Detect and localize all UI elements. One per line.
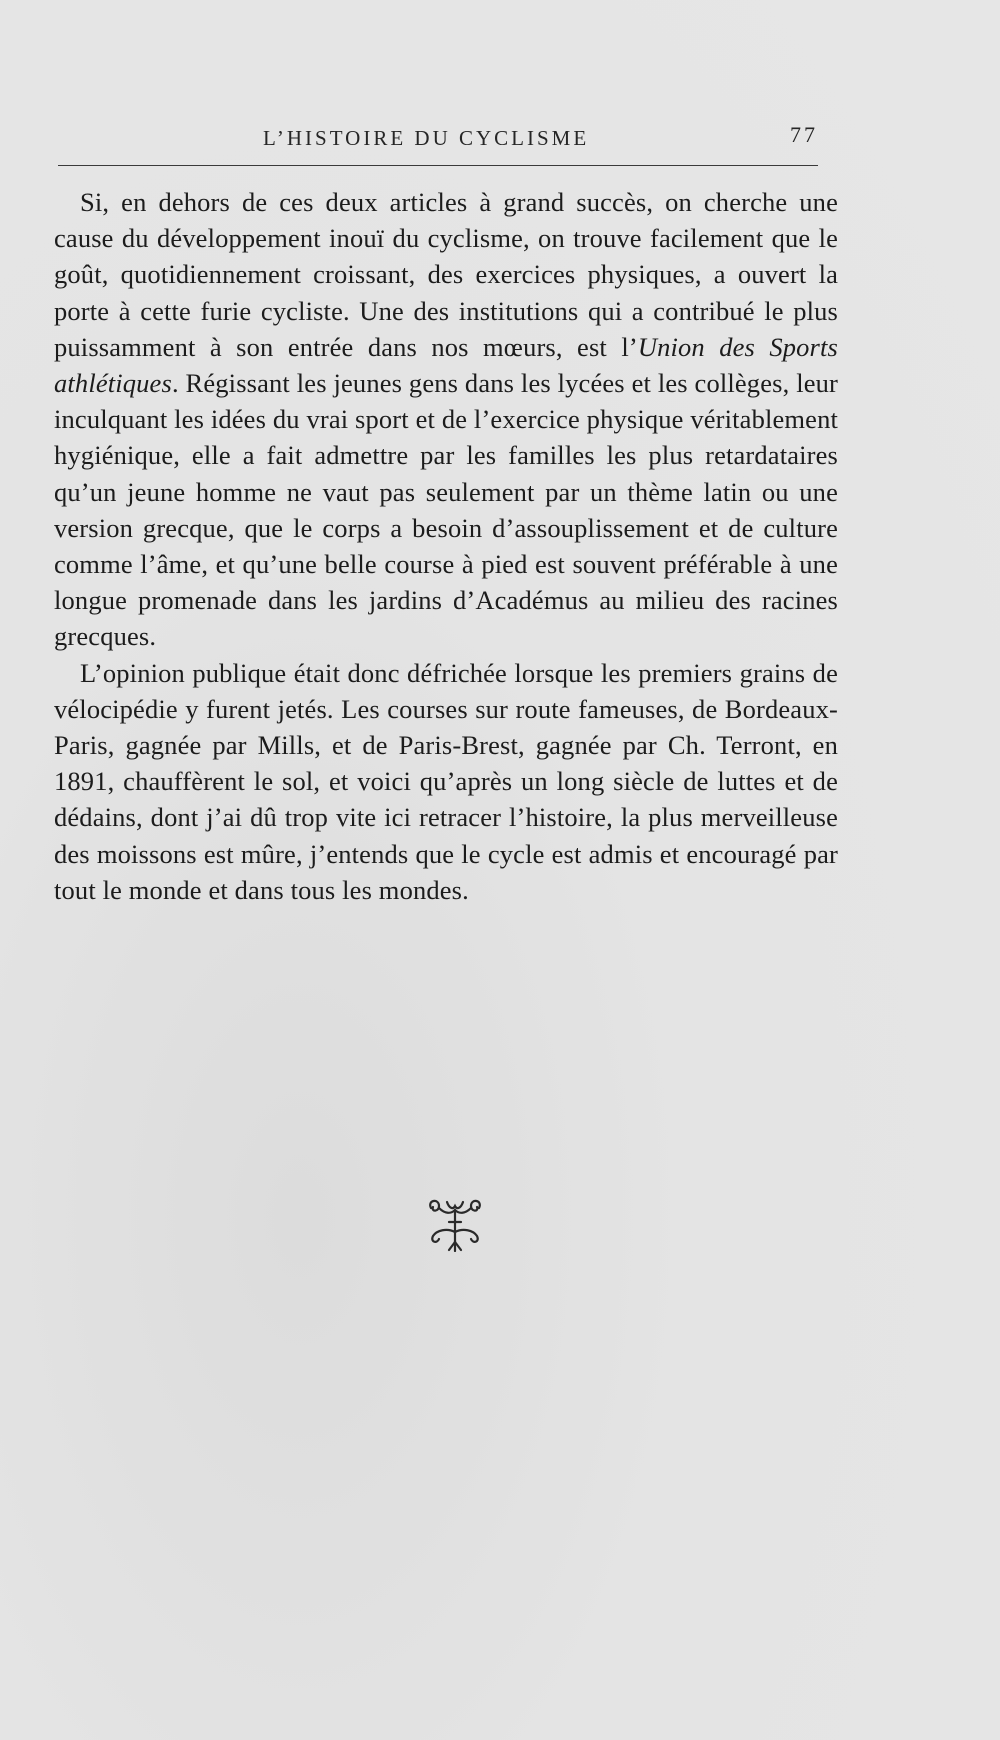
header-rule — [58, 165, 818, 166]
body-text — [54, 184, 838, 908]
fleuron-ornament-svg — [425, 1198, 485, 1252]
page-header — [58, 122, 818, 158]
fleuron-ornament-icon — [425, 1198, 485, 1252]
paragraph-1-text-a: Si, en dehors de ces deux articles à grand succès, on cherche une cause du développement inouï du cyclisme, on trouve facilement que le goût, quotidiennement croissant, des exercices physiques, a ouvert la porte à cette furie cycliste. Une des institutions qui a contribué le plus puissamment à son entrée dans nos mœurs, est l’ — [54, 187, 838, 362]
running-title: L’HISTOIRE DU CYCLISME — [263, 126, 590, 150]
paragraph-1 — [54, 184, 838, 655]
union-des-sports-italic: Union des Sports athlétiques — [54, 331, 838, 399]
paragraph-2: L’opinion publique était donc défrichée lorsque les premiers grains de vélocipédie y furent jetés. Les courses sur route fameuses, de Bordeaux-Paris, gagnée par Mills, et de Paris-Brest, gagnée par Ch. Terront, en 1891, chauffèrent le sol, et voici qu’après un long siècle de luttes et de dédains, dont j’ai dû trop vite ici retracer l’histoire, la plus merveilleuse des moissons est mûre, j’entends que le cycle est admis et encouragé par tout le monde et dans tous les mondes. — [54, 657, 838, 905]
page-number: 77 — [790, 122, 818, 147]
paragraph-1-text-b: . Régissant les jeunes gens dans les lycées et les collèges, leur inculquant les idées du vrai sport et de l’exercice physique véritablement hygiénique, elle a fait admettre par les familles les plus retardataires qu’un jeune homme ne vaut pas seulement par un thème latin ou une version grecque, que le corps a besoin d’assouplissement et de culture comme l’âme, et qu’une belle course à pied est souvent préférable à une longue promenade dans les jardins d’Académus au milieu des racines grecques. — [54, 368, 838, 652]
